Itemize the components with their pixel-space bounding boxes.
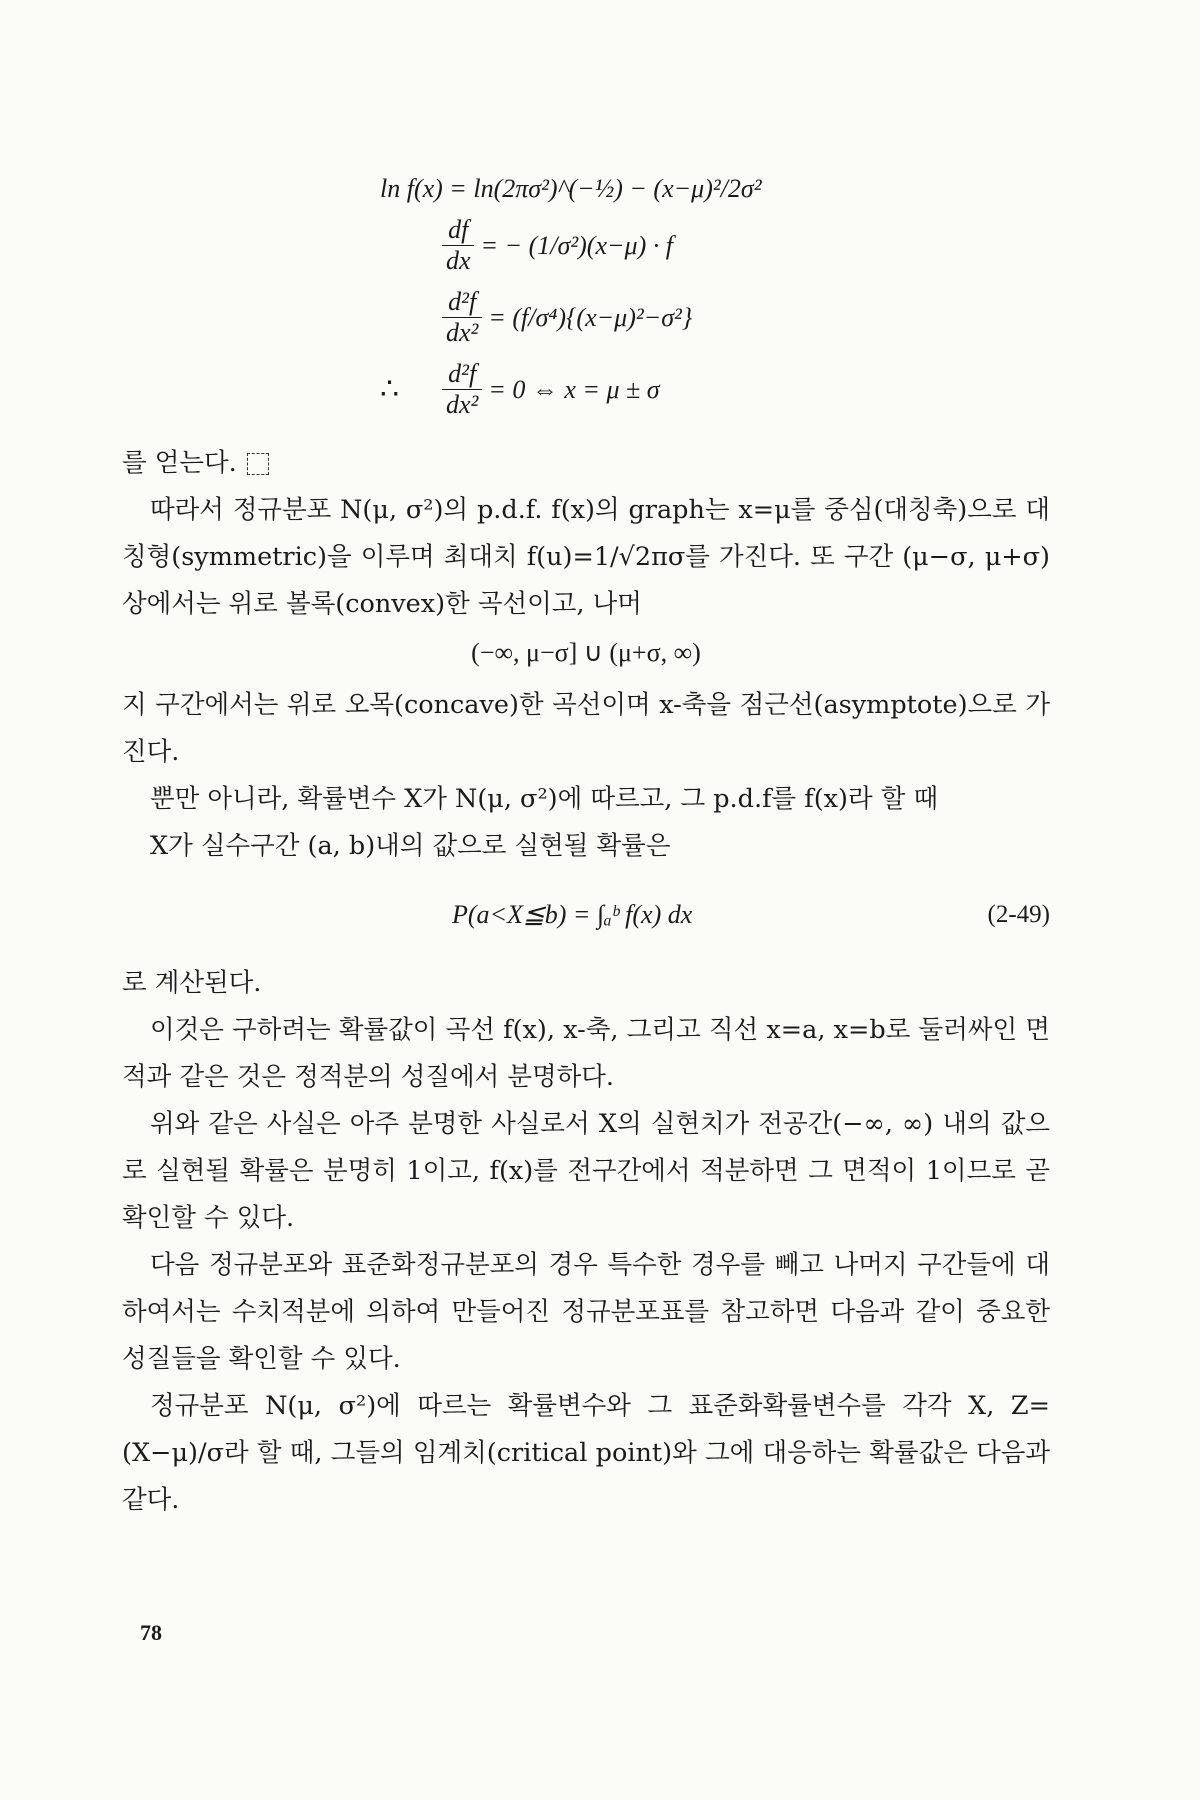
- fraction-numerator: d²f: [442, 360, 482, 390]
- fraction: [440, 360, 484, 419]
- paragraph: 이것은 구하려는 확률값이 곡선 f(x), x-축, 그리고 직선 x=a, x=b로 둘러싸인 면적과 같은 것은 정적분의 성질에서 분명하다.: [122, 1015, 1050, 1092]
- paragraph: X가 실수구간 (a, b)내의 값으로 실현될 확률은: [150, 831, 671, 861]
- equation-second-derivative: [380, 282, 1050, 354]
- equation-text: P(a<X≦b) = ∫ₐᵇ f(x) dx: [452, 900, 693, 929]
- paragraph: 따라서 정규분포 N(μ, σ²)의 p.d.f. f(x)의 graph는 x=μ를 중심(대칭축)으로 대칭형(symmetric)을 이루며 최대치 f(u)=1/√2πσ를 가진다. 또 구간 (μ−σ, μ+σ)상에서는 위로 볼록(convex)한 곡선이고, 나머: [122, 495, 1050, 619]
- fraction-numerator: df: [442, 216, 474, 246]
- derivation-block: [380, 168, 1050, 426]
- page-content: [122, 168, 1050, 1524]
- paragraph: 뿐만 아니라, 확률변수 X가 N(μ, σ²)에 따르고, 그 p.d.f를 f(x)라 할 때: [150, 784, 939, 814]
- paragraph: 지 구간에서는 위로 오목(concave)한 곡선이며 x-축을 점근선(asymptote)으로 가진다.: [122, 690, 1050, 767]
- equation-first-derivative: [380, 210, 1050, 282]
- interval-expression: (−∞, μ−σ] ∪ (μ+σ, ∞): [471, 638, 701, 667]
- equation-log-density: [380, 168, 1050, 210]
- fraction-denominator: dx: [446, 245, 471, 275]
- equation-text: ln f(x) = ln(2πσ²)^(−½) − (x−μ)²/2σ²: [380, 174, 762, 204]
- fraction: [440, 216, 477, 275]
- paragraph: 위와 같은 사실은 아주 분명한 사실로서 X의 실현치가 전공간(−∞, ∞) 내의 값으로 실현될 확률은 분명히 1이고, f(x)를 전구간에서 적분하면 그 면적이 1이므로 곧 확인할 수 있다.: [122, 1109, 1050, 1233]
- paragraph: [122, 440, 1050, 487]
- fraction: [440, 288, 484, 347]
- paragraph: 로 계산된다.: [122, 968, 262, 998]
- paragraph-text: 를 얻는다.: [122, 448, 237, 478]
- end-of-proof-icon: [247, 453, 269, 475]
- equation-rhs: = 0 ⇔ x = μ ± σ: [488, 375, 660, 405]
- paragraph: 다음 정규분포와 표준화정규분포의 경우 특수한 경우를 빼고 나머지 구간들에 대하여서는 수치적분에 의하여 만들어진 정규분포표를 참고하면 다음과 같이 중요한 성질들을 확인할 수 있다.: [122, 1250, 1050, 1374]
- equation-2-49: [122, 870, 1050, 960]
- paragraph: 정규분포 N(μ, σ²)에 따르는 확률변수와 그 표준화확률변수를 각각 X, Z=(X−μ)/σ라 할 때, 그들의 임계치(critical point)와 그에 대응하는 확률값은 다음과 같다.: [122, 1391, 1050, 1515]
- equation-inflection-points: [380, 354, 1050, 426]
- equation-rhs: = (f/σ⁴){(x−μ)²−σ²}: [488, 303, 693, 333]
- therefore-symbol: ∴: [380, 373, 400, 406]
- fraction-denominator: dx²: [446, 317, 479, 347]
- fraction-denominator: dx²: [446, 389, 479, 419]
- fraction-numerator: d²f: [442, 288, 482, 318]
- page-number: 78: [140, 1620, 162, 1645]
- equation-number: (2-49): [987, 901, 1050, 928]
- equation-rhs: = − (1/σ²)(x−μ) · f: [480, 231, 673, 261]
